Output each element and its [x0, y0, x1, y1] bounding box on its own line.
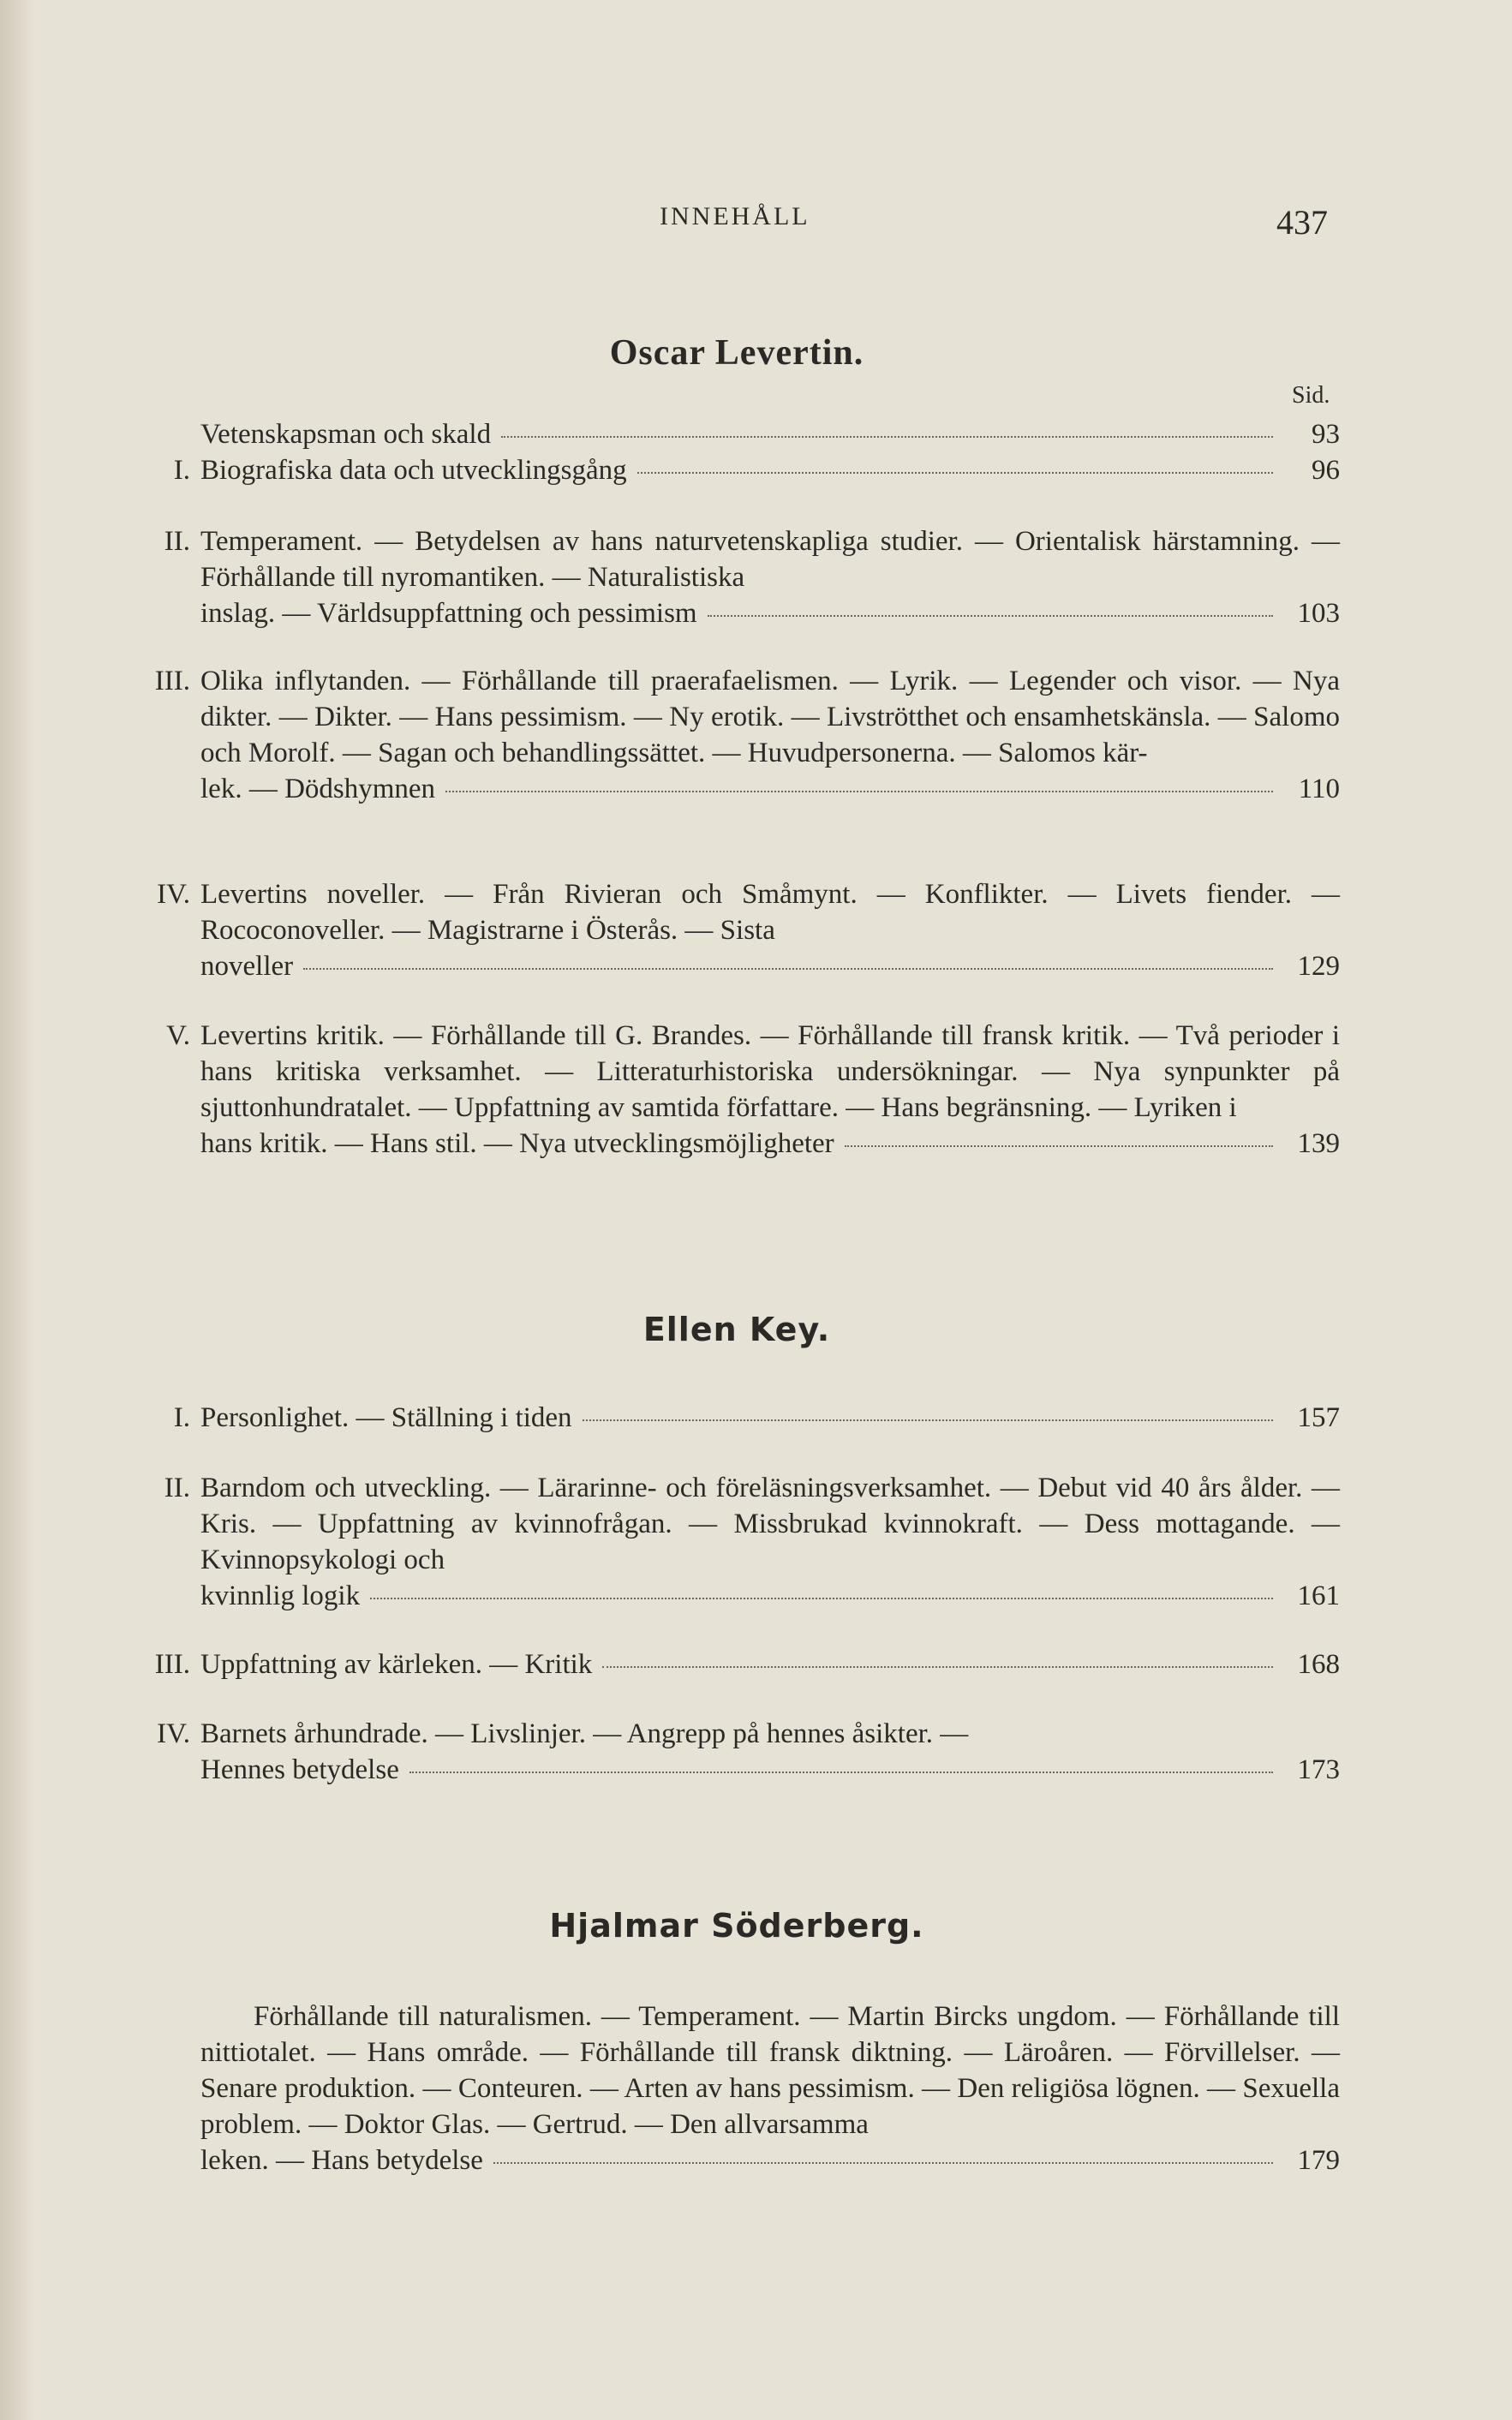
entry-text: Vetenskapsman och skald: [200, 419, 492, 450]
entry-body: Olika inflytanden. — Förhållande till praerafaelismen. — Lyrik. — Legender och visor. — Nya dikter. — Dikter. — Hans pessimism. — Ny erotik. — Livströtthet och ensamhetskänsla. — Salomo och Morolf. — Sagan och behandlingssättet. — Huvudpersonerna. — Salomos kär-: [200, 666, 1340, 768]
toc-entry: [166, 1018, 1340, 1162]
dot-leader: [303, 968, 1273, 970]
entry-last-line: [200, 452, 1340, 488]
chapter-numeral: II.: [164, 1473, 190, 1503]
entry-page-number: 161: [1297, 1580, 1340, 1611]
entry-body: Levertins kritik. — Förhållande till G. Brandes. — Förhållande till fransk kritik. — Två perioder i hans kritiska verksamhet. — Litteraturhistoriska undersökningar. — Nya synpunkter på sjuttonhundratalet. — Uppfattning av samtida författare. — Hans begränsning. — Lyriken i: [200, 1020, 1340, 1123]
section-title-soderberg: Hjalmar Söderberg.: [549, 1907, 924, 1945]
chapter-numeral: I.: [173, 1402, 190, 1433]
entry-text: Personlighet. — Ställning i tiden: [200, 1402, 572, 1433]
toc-entry: [164, 523, 1340, 631]
running-header: INNEHÅLL: [660, 202, 810, 230]
toc-entry: [200, 416, 1340, 452]
toc-entry: [173, 452, 1340, 488]
entry-text: inslag. — Världsuppfattning och pessimism: [200, 598, 697, 629]
entry-page-number: 157: [1297, 1402, 1340, 1433]
entry-page-number: 129: [1297, 951, 1340, 982]
entry-last-line: [200, 2142, 1340, 2178]
sid-column-label: Sid.: [1292, 382, 1330, 409]
chapter-numeral: III.: [154, 1649, 190, 1680]
entry-page-number: 103: [1297, 598, 1340, 629]
entry-page-number: 110: [1298, 774, 1340, 804]
page-number: 437: [1276, 203, 1328, 242]
entry-text: kvinnlig logik: [200, 1580, 361, 1611]
entry-text: hans kritik. — Hans stil. — Nya utvecklingsmöjligheter: [200, 1128, 834, 1159]
dot-leader: [845, 1145, 1273, 1147]
entry-text: leken. — Hans betydelse: [200, 2145, 483, 2176]
toc-entry: [157, 1716, 1340, 1788]
entry-page-number: 93: [1312, 419, 1340, 450]
toc-entry: [157, 876, 1340, 984]
entry-last-line: [200, 1578, 1340, 1614]
chapter-numeral: IV.: [157, 879, 190, 910]
entry-last-line: [200, 771, 1340, 807]
entry-text: Hennes betydelse: [200, 1754, 399, 1785]
entry-page-number: 168: [1297, 1649, 1340, 1680]
entry-body: Barndom och utveckling. — Lärarinne- och föreläsningsverksamhet. — Debut vid 40 års ålder. — Kris. — Uppfattning av kvinnofrågan. — Missbrukad kvinnokraft. — Dess mottagande. — Kvinnopsykologi och: [200, 1473, 1340, 1575]
dot-leader: [583, 1419, 1273, 1421]
dot-leader: [493, 2162, 1273, 2164]
toc-entry: [154, 1646, 1340, 1682]
entry-last-line: [200, 416, 1340, 452]
dot-leader: [445, 791, 1273, 792]
dot-leader: [409, 1772, 1273, 1773]
entry-page-number: 96: [1312, 455, 1340, 486]
entry-last-line: [200, 1400, 1340, 1436]
entry-body: Förhållande till naturalismen. — Temperament. — Martin Bircks ungdom. — Förhållande till nittiotalet. — Hans område. — Förhållande till fransk diktning. — Läroåren. — Förvillelser. — Senare produktion. — Conteuren. — Arten av hans pessimism. — Den religiösa lögnen. — Sexuella problem. — Doktor Glas. — Gertrud. — Den allvarsamma: [200, 2001, 1340, 2140]
entry-body: Temperament. — Betydelsen av hans naturvetenskapliga studier. — Orientalisk härstamning. — Förhållande till nyromantiken. — Naturalistiska: [200, 526, 1340, 593]
entry-page-number: 139: [1297, 1128, 1340, 1159]
chapter-numeral: III.: [154, 666, 190, 696]
toc-entry: [173, 1400, 1340, 1436]
entry-body: Barnets århundrade. — Livslinjer. — Angrepp på hennes åsikter. —: [200, 1718, 969, 1749]
chapter-numeral: V.: [166, 1020, 190, 1051]
dot-leader: [708, 615, 1273, 617]
chapter-numeral: IV.: [157, 1718, 190, 1749]
dot-leader: [637, 472, 1273, 474]
section-title-key: Ellen Key.: [642, 1311, 831, 1348]
chapter-numeral: II.: [164, 526, 190, 557]
dot-leader: [602, 1666, 1273, 1668]
dot-leader: [370, 1598, 1273, 1599]
entry-text: Biografiska data och utvecklingsgång: [200, 455, 627, 486]
entry-text: noveller: [200, 951, 294, 982]
entry-page-number: 179: [1297, 2145, 1340, 2176]
entry-text: Uppfattning av kärleken. — Kritik: [200, 1649, 593, 1680]
entry-last-line: [200, 1646, 1340, 1682]
entry-page-number: 173: [1297, 1754, 1340, 1785]
entry-last-line: [200, 595, 1340, 631]
dot-leader: [501, 436, 1273, 438]
toc-entry: [164, 1470, 1340, 1614]
entry-body: Levertins noveller. — Från Rivieran och Småmynt. — Konflikter. — Livets fiender. — Rococonoveller. — Magistrarne i Österås. — Sista: [200, 879, 1340, 946]
entry-last-line: [200, 948, 1340, 984]
toc-entry: [200, 1999, 1340, 2178]
section-title-levertin: Oscar Levertin.: [609, 333, 864, 373]
entry-last-line: [200, 1752, 1340, 1788]
chapter-numeral: I.: [173, 455, 190, 486]
toc-entry: [154, 663, 1340, 807]
entry-last-line: [200, 1126, 1340, 1162]
entry-text: lek. — Dödshymnen: [200, 774, 436, 804]
